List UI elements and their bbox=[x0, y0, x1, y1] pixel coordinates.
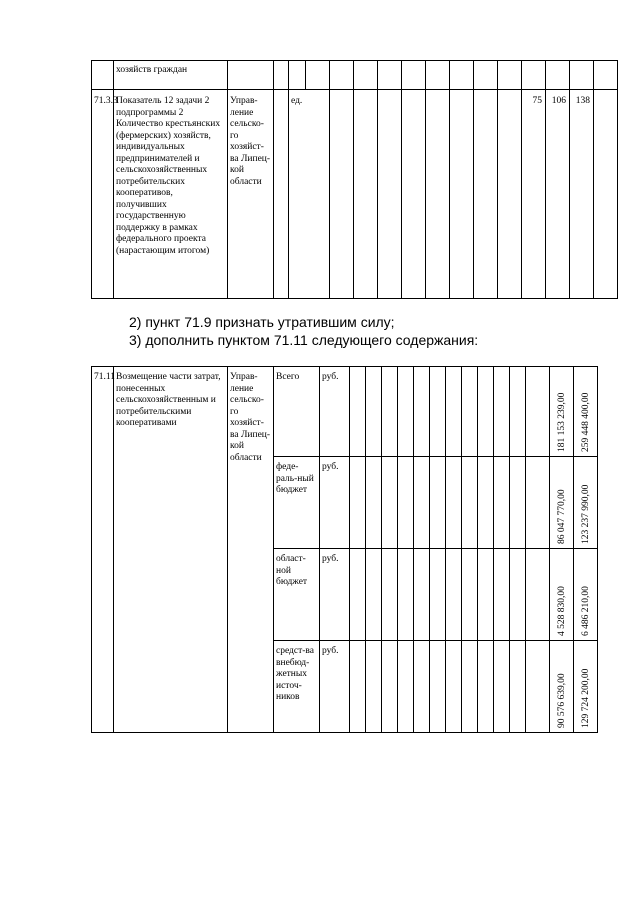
unit-cell: руб. bbox=[320, 641, 350, 733]
responsible-org: Управ-ление сельско-го хозяйст-ва Липец-кой области bbox=[228, 90, 274, 299]
value-cell: 75 bbox=[522, 90, 546, 299]
amount-value: 259 448 400,00 bbox=[580, 392, 591, 452]
row-number: 71.11 bbox=[92, 367, 114, 733]
amount-value: 129 724 200,00 bbox=[580, 668, 591, 728]
amount-value: 4 528 830,00 bbox=[556, 586, 567, 636]
unit-cell: руб. bbox=[320, 367, 350, 457]
unit-cell: ед. bbox=[289, 90, 330, 299]
value-cell: 138 bbox=[570, 90, 594, 299]
paragraph-item-3: 3) дополнить пунктом 71.11 следующего содержания: bbox=[129, 332, 479, 348]
amount-value: 90 576 639,00 bbox=[556, 673, 567, 728]
paragraph-item-2: 2) пункт 71.9 признать утратившим силу; bbox=[129, 314, 395, 330]
row-number: 71.3.3 bbox=[92, 90, 114, 299]
table-row bbox=[92, 61, 618, 90]
unit-cell: руб. bbox=[320, 549, 350, 641]
amount-value: 6 486 210,00 bbox=[580, 586, 591, 636]
responsible-org: Управ-ление сельско-го хозяйст-ва Липец-кой области bbox=[228, 367, 274, 733]
funding-source: феде-раль-ный бюджет bbox=[274, 457, 320, 549]
amount-value: 181 153 239,00 bbox=[556, 392, 567, 452]
indicator-table bbox=[91, 60, 618, 299]
funding-source: област-ной бюджет bbox=[274, 549, 320, 641]
funding-source: Всего bbox=[274, 367, 320, 457]
indicator-name: Показатель 12 задачи 2 подпрограммы 2 Количество крестьянских (фермерских) хозяйств, индивидуальных предпринимателей и сельскохозяйственных потребительских кооперативов, получивших государственную поддержку в рамках федерального проекта (нарастающим итогом) bbox=[114, 90, 228, 299]
table-row bbox=[92, 367, 598, 457]
value-cell: 106 bbox=[546, 90, 570, 299]
measure-name: Возмещение части затрат, понесенных сельскохозяйственным и потребительскими кооперативами bbox=[114, 367, 228, 733]
table-row bbox=[92, 90, 618, 299]
funding-table bbox=[91, 366, 598, 733]
amount-value: 86 047 770,00 bbox=[556, 489, 567, 544]
funding-source: средст-ва внебюд-жетных источ-ников bbox=[274, 641, 320, 733]
continuation-text: хозяйств граждан bbox=[114, 61, 228, 90]
amount-value: 123 237 990,00 bbox=[580, 484, 591, 544]
unit-cell: руб. bbox=[320, 457, 350, 549]
